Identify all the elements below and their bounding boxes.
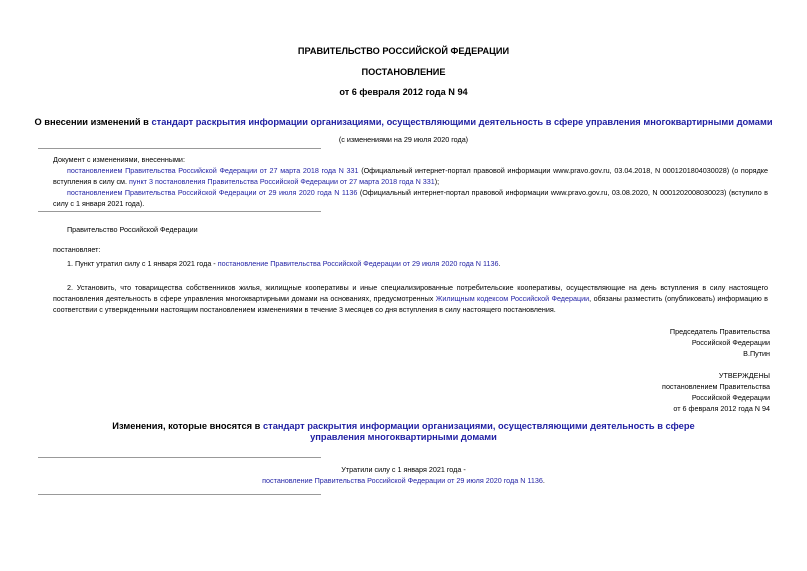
lost-force-text: Утратили силу с 1 января 2021 года -: [341, 465, 466, 474]
changes-title: [90, 421, 717, 443]
housing-code-link[interactable]: Жилищным кодексом Российской Федерации: [435, 294, 590, 303]
approved-line-2: постановлением Правительства: [662, 382, 770, 391]
change-item-1-link[interactable]: постановлением Правительства Российской Федерации от 27 марта 2018 года N 331: [67, 166, 359, 175]
changes-intro: Документ с изменениями, внесенными:: [53, 155, 185, 164]
paragraph-1: [53, 258, 768, 269]
changes-standard-link[interactable]: стандарт раскрытия информации организациями, осуществляющими деятельность в сфере управления многоквартирными домами: [262, 421, 695, 442]
paragraph-1-end: .: [498, 259, 501, 268]
lost-force-note: [0, 464, 807, 486]
paragraph-2-text: 2. Установить, что товарищества собственников жилья, жилищные кооперативы и иные специализированные потребительские кооперативы, осуществляющие на день вступления в силу настоящего постановления деятельность в сфере управления многоквартирными домами на основаниях, предусмотренных: [53, 283, 768, 303]
document-kind: ПОСТАНОВЛЕНИЕ: [361, 67, 446, 77]
document-title-prefix: О внесении изменений в: [34, 117, 149, 127]
changes-title-prefix: Изменения, которые вносятся в: [112, 421, 261, 431]
government-rf: Правительство Российской Федерации: [67, 225, 198, 234]
approved-line-3: Российской Федерации: [691, 393, 770, 402]
standard-link[interactable]: стандарт раскрытия информации организациями, осуществляющими деятельность в сфере управления многоквартирными домами: [151, 117, 773, 127]
decree-body: [53, 224, 768, 315]
lost-force-line: [0, 475, 807, 486]
signature-block: [470, 326, 770, 359]
change-item-1-end: );: [434, 177, 440, 186]
change-item-1: [53, 165, 768, 187]
change-item-2: [53, 187, 768, 209]
divider-top: [38, 148, 321, 149]
government-heading: ПРАВИТЕЛЬСТВО РОССИЙСКОЙ ФЕДЕРАЦИИ: [297, 46, 510, 56]
divider-lower: [38, 457, 321, 458]
paragraph-2-end: , обязаны разместить (опубликовать) информацию в соответствии с утвержденными настоящим постановлением изменениями в течение 3 месяцев со дня вступления в силу настоящего постановления.: [53, 294, 768, 314]
lost-force-link[interactable]: постановление Правительства Российской Федерации от 29 июля 2020 года N 1136: [262, 476, 543, 485]
amended-note: (с изменениями на 29 июля 2020 года): [338, 135, 469, 144]
change-item-1-text: (Официальный интернет-портал правовой информации www.pravo.gov.ru, 03.04.2018, N 0001201804030028) (о порядке вступления в силу см.: [53, 166, 768, 186]
document-title: [30, 116, 777, 128]
paragraph-2: [53, 282, 768, 315]
change-item-2-text: (Официальный интернет-портал правовой информации www.pravo.gov.ru, 03.08.2020, N 0001202008030023) (вступило в силу с 1 января 2021 года).: [53, 188, 768, 208]
lost-force-end: .: [542, 476, 545, 485]
approved-line-1: УТВЕРЖДЕНЫ: [718, 371, 770, 380]
paragraph-1-link[interactable]: постановление Правительства Российской Федерации от 29 июля 2020 года N 1136: [217, 259, 499, 268]
signature-line-3: В.Путин: [743, 349, 770, 358]
document-date-number: от 6 февраля 2012 года N 94: [339, 87, 468, 97]
change-item-1-link2[interactable]: пункт 3 постановления Правительства Российской Федерации от 27 марта 2018 года N 331: [129, 177, 435, 186]
change-item-2-link[interactable]: постановлением Правительства Российской Федерации от 29 июля 2020 года N 1136: [67, 188, 358, 197]
divider-bottom: [38, 494, 321, 495]
approved-line-4: от 6 февраля 2012 года N 94: [673, 404, 770, 413]
paragraph-1-text: 1. Пункт утратил силу с 1 января 2021 года -: [67, 259, 216, 268]
decrees-word: постановляет:: [53, 245, 101, 254]
changes-block: [53, 154, 768, 209]
approved-block: [470, 370, 770, 414]
divider-mid: [38, 211, 321, 212]
signature-line-2: Российской Федерации: [691, 338, 770, 347]
signature-line-1: Председатель Правительства: [669, 327, 770, 336]
